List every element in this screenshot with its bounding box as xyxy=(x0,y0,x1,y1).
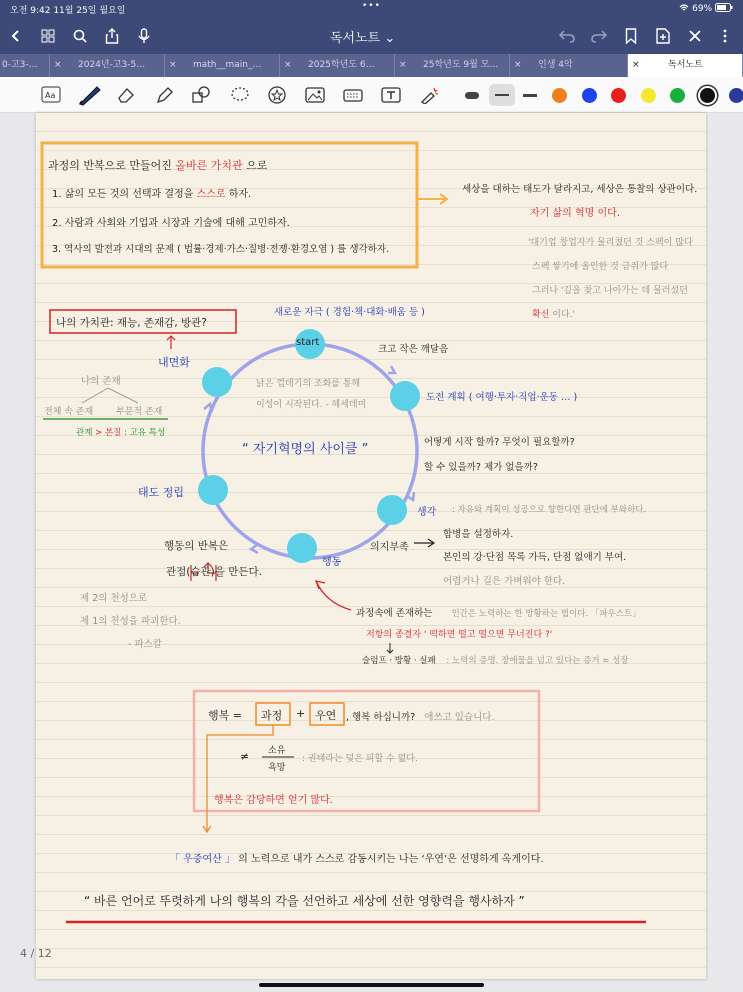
final-declaration: “ 바른 언어로 뚜렷하게 나의 행복의 각을 선언하고 세상에 선한 영향력을 행사하자 ” xyxy=(84,894,525,908)
box1-title-part: 으로 xyxy=(242,159,268,172)
pascal-author: - 파스칼 xyxy=(128,639,162,650)
battery-percent: 69% xyxy=(692,4,713,14)
cycle-node-think xyxy=(377,495,407,525)
box1-line3: 3. 역사의 발전과 시대의 문제 ( 법률·경제·가스·질병·전쟁·환경오염 ) 를 생각하자. xyxy=(52,244,390,255)
notebook-page[interactable] xyxy=(36,113,706,979)
box1-line1-highlight: 스스로 xyxy=(196,189,226,200)
process-part: 슬럼프 · 방황 · 실패 xyxy=(362,656,436,666)
lasso-tool[interactable] xyxy=(229,84,251,106)
star-sticker-icon xyxy=(267,86,287,104)
tree-bottom-part: : 고유 특성 xyxy=(124,428,166,438)
formula-plus: + xyxy=(296,707,306,720)
habit-part: 관점 xyxy=(166,566,187,578)
process-line-3 xyxy=(362,654,629,666)
microphone-icon xyxy=(138,28,150,44)
shapes-icon xyxy=(191,86,211,104)
share-icon xyxy=(105,28,119,44)
think-label: 생각 xyxy=(417,507,437,518)
arrow-right-icon xyxy=(418,194,447,204)
back-button[interactable] xyxy=(4,24,28,48)
will-step-1: 합병을 설정하자. xyxy=(443,529,514,540)
habit-habit-word: (습관) xyxy=(186,566,215,578)
tree-bottom-part: 관계 xyxy=(76,428,93,438)
tab-close-icon[interactable]: × xyxy=(169,60,177,70)
cycle-note-2: 이성이 시작된다. - 헤세데미 xyxy=(256,400,367,410)
right-note-2-text: 자기 삶의 혁명 이다. xyxy=(530,208,620,219)
formula-process: 과정 xyxy=(261,709,283,722)
tree-branch-lines xyxy=(82,388,138,403)
quote-line-3: 그러나 '길을 찾고 나아가는 데 물러섰던 xyxy=(532,286,688,296)
close-icon xyxy=(688,29,702,43)
tab-3[interactable] xyxy=(280,54,395,77)
box1-line1-part: 하자. xyxy=(225,189,252,200)
process-part: 과정속에 존재하는 xyxy=(356,608,433,619)
add-page-button[interactable] xyxy=(651,24,675,48)
pascal-line-1: 제 2의 천성으로 xyxy=(80,593,148,604)
shape-tool[interactable] xyxy=(190,84,212,106)
think-note: : 자유와 계획이 성공으로 향한다면 판단에 부와하다. xyxy=(452,505,647,515)
question-2: 할 수 있을까? 제가 없을까? xyxy=(424,462,538,473)
fraction-denominator: 욕망 xyxy=(268,763,286,773)
cycle-node-challenge xyxy=(390,381,420,411)
challenge-plan-label: 도전 계획 ( 여행·투자·직업·운동 … ) xyxy=(426,392,578,403)
stroke-thick-icon xyxy=(465,92,479,99)
text-box-icon xyxy=(381,86,401,104)
habit-line-2 xyxy=(166,564,262,579)
tab-label: 2025학년도 6… xyxy=(308,60,375,70)
cycle-node-action xyxy=(287,533,317,563)
not-equal-sign: ≠ xyxy=(240,750,250,763)
stroke-width-medium[interactable] xyxy=(489,84,515,106)
laser-pointer-icon xyxy=(419,86,439,104)
pen-icon xyxy=(77,84,103,106)
orange-arrow-icon xyxy=(203,725,273,832)
cycle-node-inner xyxy=(202,367,232,397)
habit-part: 을 만든다. xyxy=(214,566,263,578)
stroke-width-thin[interactable] xyxy=(519,84,541,106)
tab-label: 25학년도 9월 모… xyxy=(423,60,499,70)
cycle-note-1: 낡은 껍데기의 조화를 통해 xyxy=(256,379,361,389)
faust-quote: 인간은 노력하는 한 방황하는 법이다. 「파우스트」 xyxy=(451,609,641,619)
color-swatch-3[interactable] xyxy=(611,88,626,103)
grid-view-button[interactable] xyxy=(36,24,60,48)
box1-title-part: 과정의 반복으로 만들어진 xyxy=(48,159,176,172)
arrow-head-icon xyxy=(316,581,325,589)
grid-icon xyxy=(41,29,55,43)
formula-chance: 우연 xyxy=(315,709,337,722)
value-statement: 나의 가치관: 재능, 존재감, 방관? xyxy=(56,317,207,329)
happiness-red-note: 행복은 감당하면 얻기 많다. xyxy=(214,795,333,806)
tree-bottom xyxy=(76,426,165,438)
tree-bottom-part: > 본질 xyxy=(95,428,122,438)
cycle-center-title: “ 자기혁명의 사이클 ” xyxy=(242,442,369,457)
box1-line2: 2. 사람과 사회와 기업과 시장과 기술에 대해 고민하자. xyxy=(52,218,290,229)
home-indicator[interactable] xyxy=(259,983,484,987)
tab-4[interactable] xyxy=(395,54,510,77)
chevron-left-icon xyxy=(9,29,23,43)
action-label: 행동 xyxy=(322,557,342,568)
quote-line-1: '대기업 창업자가 물리쳤던 것 스펙이 많다 xyxy=(528,238,693,248)
will-label: 의지부족 xyxy=(370,542,409,553)
color-swatch-5[interactable] xyxy=(670,88,685,103)
tab-label: 인생 4악 xyxy=(538,60,573,70)
laser-pointer-tool[interactable] xyxy=(418,84,440,106)
tab-close-icon[interactable]: × xyxy=(632,60,640,70)
pen-tool[interactable] xyxy=(76,84,104,106)
cycle-arrow-icon xyxy=(388,366,395,373)
status-time-date: 오전 9:42 11월 25일 월요일 xyxy=(10,6,126,16)
svg-text:Aa: Aa xyxy=(45,91,56,100)
cycle-arrow-icon xyxy=(204,404,212,412)
bottom-line xyxy=(170,850,544,865)
share-button[interactable] xyxy=(100,24,124,48)
more-button[interactable] xyxy=(713,24,737,48)
fraction-note: : 권태라는 덫은 피할 수 없다. xyxy=(302,754,418,764)
curved-arrow-icon xyxy=(316,581,351,610)
color-swatch-1[interactable] xyxy=(552,88,567,103)
highlighter-tool[interactable] xyxy=(153,84,175,106)
color-swatch-6[interactable] xyxy=(700,88,715,103)
tree-top: 나의 존재 xyxy=(81,376,121,387)
will-step-3: 어렵거나 길은 가벼워야 한다. xyxy=(443,576,566,587)
arrow-right-icon xyxy=(414,539,434,547)
stroke-width-thick[interactable] xyxy=(461,84,483,106)
stroke-thin-icon xyxy=(523,94,537,97)
process-line-1 xyxy=(356,605,641,619)
quote-highlight: 확신 xyxy=(532,310,550,320)
quote-line-4 xyxy=(532,307,575,320)
box1-title-highlight: 올바른 가치관 xyxy=(175,159,243,172)
eraser-tool[interactable] xyxy=(115,84,137,106)
bookmark-icon xyxy=(625,28,637,44)
tab-label: 독서노트 xyxy=(668,60,703,70)
redo-icon xyxy=(591,29,607,43)
fraction-numerator: 소유 xyxy=(268,746,286,756)
box1-title xyxy=(48,157,267,173)
attitude-label: 태도 정립 xyxy=(138,486,185,499)
highlighter-icon xyxy=(154,86,174,104)
stroke-medium-icon xyxy=(495,94,509,96)
tree-left: 전체 속 존재 xyxy=(44,407,94,417)
process-note: : 노력의 증명. 장애물을 넘고 있다는 증거 = 성장 xyxy=(446,656,629,666)
lasso-text-icon xyxy=(41,86,61,104)
formula-part: 행복 = xyxy=(208,709,242,722)
search-icon xyxy=(73,29,87,43)
answer-part: 애쓰고 있습니다. xyxy=(424,712,495,723)
tab-close-icon[interactable]: × xyxy=(399,60,407,70)
color-swatch-4[interactable] xyxy=(641,88,656,103)
document-title[interactable]: 독서노트 ⌄ xyxy=(330,31,396,46)
eraser-icon xyxy=(116,86,136,104)
color-swatch-2[interactable] xyxy=(582,88,597,103)
microphone-button[interactable] xyxy=(132,24,156,48)
redo-button[interactable] xyxy=(587,24,611,48)
arrow-up-icon xyxy=(167,336,175,349)
top-nav-bar xyxy=(0,18,743,54)
sticker-tool[interactable] xyxy=(266,84,288,106)
tree-right: 부분적 존재 xyxy=(116,407,163,417)
process-line-2: 저항의 종결자 ' 떡하면 떨고 떨으면 무너진다 ?' xyxy=(366,630,553,640)
quote-end: 이다.' xyxy=(552,310,575,320)
tab-5[interactable] xyxy=(510,54,628,77)
question-part: , 행복 하십니까? xyxy=(346,712,416,723)
status-bar xyxy=(0,0,743,18)
cycle-arrow-icon xyxy=(251,545,258,553)
right-note-1: 세상을 대하는 태도가 달라지고, 세상은 통찰의 상관이다. xyxy=(462,184,698,195)
lasso-icon xyxy=(230,86,250,104)
tab-2[interactable] xyxy=(165,54,280,77)
bottom-title: 「 우중여산 」 xyxy=(170,854,235,865)
box1-line1-part: 1. 삶의 모든 것의 선택과 결정을 xyxy=(52,189,197,200)
cycle-start-label: start xyxy=(296,337,320,348)
tab-1[interactable] xyxy=(50,54,165,77)
tab-0[interactable] xyxy=(0,54,50,77)
cycle-node-attitude xyxy=(198,475,228,505)
bottom-text: 의 노력으로 내가 스스로 감동시키는 나는 ‘우연’은 선명하게 옥게이다. xyxy=(235,854,544,865)
pascal-line-2: 제 1의 천성을 파괴한다. xyxy=(80,616,181,627)
happiness-question xyxy=(346,709,494,723)
undo-button[interactable] xyxy=(555,24,579,48)
status-dots: ••• xyxy=(362,1,381,11)
tab-label: 2024년-고3-5… xyxy=(78,60,146,70)
battery-icon xyxy=(715,3,733,12)
undo-icon xyxy=(559,29,575,43)
box1-line1 xyxy=(52,185,251,200)
tab-close-icon[interactable]: × xyxy=(54,60,62,70)
question-1: 어떻게 시작 할까? 무엇이 필요할까? xyxy=(424,437,575,448)
lasso-text-tool[interactable] xyxy=(40,84,62,106)
tab-close-icon[interactable]: × xyxy=(514,60,522,70)
arrow-down-icon xyxy=(387,643,393,653)
text-box-tool[interactable] xyxy=(380,84,402,106)
keyboard-tool[interactable] xyxy=(342,84,364,106)
search-button[interactable] xyxy=(68,24,92,48)
keyboard-icon xyxy=(343,86,363,104)
add-page-icon xyxy=(656,28,670,44)
happiness-formula xyxy=(208,707,242,723)
internalize-label: 내면화 xyxy=(158,356,190,369)
habit-line-1: 행동의 반복은 xyxy=(164,540,229,552)
tab-6-active[interactable] xyxy=(628,54,743,77)
tab-label: math__main_… xyxy=(193,60,262,70)
image-tool[interactable] xyxy=(304,84,326,106)
wifi-icon xyxy=(679,4,689,12)
tab-label: 0-고3-… xyxy=(2,60,38,70)
tab-bar xyxy=(0,54,743,77)
right-note-2 xyxy=(530,204,620,219)
cycle-stimulus-label: 새로운 자극 ( 경험·책·대화·배움 등 ) xyxy=(274,307,425,318)
tab-close-icon[interactable]: × xyxy=(284,60,292,70)
status-battery xyxy=(679,3,733,14)
color-swatch-7[interactable] xyxy=(729,88,743,103)
image-icon xyxy=(305,86,325,104)
will-step-2: 본인의 강·단점 목록 가득, 단점 없애기 부여. xyxy=(443,552,627,563)
drawing-toolbar xyxy=(0,77,743,113)
realization-note: 크고 작은 깨달음 xyxy=(378,344,449,355)
bookmark-button[interactable] xyxy=(619,24,643,48)
quote-line-2: 스펙 쌓기에 올인한 것 금쥐가 많다 xyxy=(532,262,669,272)
page-indicator: 4 / 12 xyxy=(20,947,52,960)
close-editor-button[interactable] xyxy=(683,24,707,48)
more-icon xyxy=(718,29,732,43)
